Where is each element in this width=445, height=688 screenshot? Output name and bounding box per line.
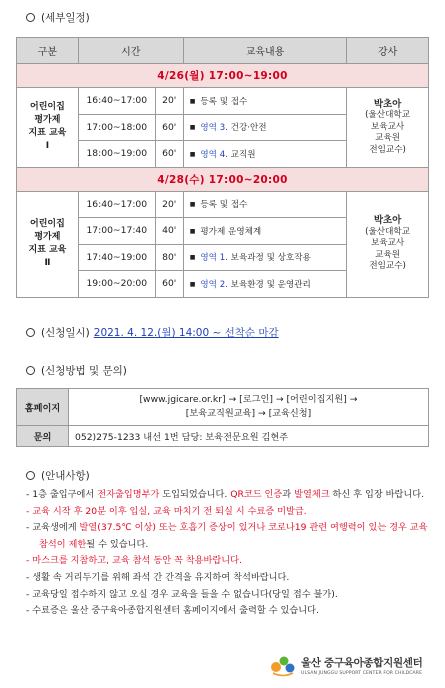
- circle-bullet-icon: [26, 366, 35, 375]
- content-cell: [183, 88, 347, 115]
- notes-heading: (안내사항): [26, 468, 90, 483]
- square-bullet-icon: ■: [189, 201, 196, 209]
- note-text: - 수료증은 울산 중구육아종합지원센터 홈페이지에서 출력할 수 있습니다.: [26, 605, 319, 617]
- content-text: 교직원: [227, 149, 256, 160]
- session-date-row: [17, 167, 429, 191]
- col-header-instructor: 강사: [347, 38, 429, 64]
- note-text: - 마스크를 지참하고, 교육 참석 동안 꼭 착용바랍니다.: [26, 555, 242, 567]
- domain-label: 영역 4.: [200, 149, 228, 160]
- instructor-affiliation-line: 전임교수): [369, 261, 406, 272]
- note-text: - 교육 시작 후 20분 이후 입실, 교육 마치기 전 퇴실 시 수료증 미발급.: [26, 505, 307, 517]
- instructor-affiliation-line: (울산대학교: [365, 226, 411, 237]
- instructor-affiliation-line: 전임교수): [369, 144, 406, 155]
- duration-cell: 40': [155, 218, 183, 245]
- note-text: - 교육생에게: [26, 522, 80, 534]
- time-cell: 16:40~17:00: [78, 191, 155, 218]
- content-text: 평가제 운영체계: [200, 226, 262, 237]
- circle-bullet-icon: [26, 471, 35, 480]
- note-text: 과: [282, 489, 295, 500]
- subject-line: 평가제: [34, 115, 61, 126]
- time-cell: 18:00~19:00: [78, 141, 155, 168]
- square-bullet-icon: ■: [189, 254, 196, 262]
- note-item: [26, 487, 432, 504]
- inquiry-row: [17, 426, 429, 447]
- session-date: 4/26(월) 17:00~19:00: [17, 64, 429, 88]
- org-name-kr: 울산 중구육아종합지원센터: [301, 656, 423, 669]
- session-subject: [17, 88, 79, 168]
- col-header-time: 시간: [78, 38, 183, 64]
- content-cell: [183, 191, 347, 218]
- schedule-row: [17, 88, 429, 115]
- col-header-category: 구분: [17, 38, 79, 64]
- subject-line: 어린이집: [30, 219, 65, 229]
- apply-section: [26, 325, 279, 340]
- method-table: [16, 388, 429, 447]
- content-text: 등록 및 접수: [200, 96, 248, 107]
- square-bullet-icon: ■: [189, 280, 196, 288]
- instructor-name: 박초아: [373, 215, 402, 227]
- inquiry-label: 문의: [17, 426, 69, 447]
- session-date: 4/28(수) 17:00~20:00: [17, 167, 429, 191]
- content-text: 등록 및 접수: [200, 200, 248, 211]
- subject-line: 지표 교육: [28, 245, 67, 255]
- instructor-affiliation-line: 교육원: [375, 249, 401, 260]
- note-text: - 생활 속 거리두기를 위해 좌석 간 간격을 유지하여 착석바랍니다.: [26, 571, 290, 583]
- note-text: 될 수 있습니다.: [86, 538, 149, 550]
- homepage-row: [17, 389, 429, 426]
- note-text: 발열(37.5℃ 이상) 또는 호흡기 증상이 있거나 코로나19 관련 여행력이 있는 경우 교육 참석이 제한: [39, 522, 428, 550]
- instructor-cell: [347, 88, 429, 168]
- schedule-header-row: [17, 38, 429, 64]
- note-item: [26, 570, 432, 587]
- note-text: 전자출입명부가: [97, 489, 160, 500]
- time-cell: 17:00~17:40: [78, 218, 155, 245]
- col-header-content: 교육내용: [183, 38, 347, 64]
- domain-label: 영역 3.: [200, 123, 228, 134]
- note-text: - 1층 출입구에서: [26, 489, 98, 500]
- duration-cell: 20': [155, 88, 183, 115]
- method-heading: (신청방법 및 문의): [26, 363, 127, 378]
- instructor-affiliation-line: 보육교사: [370, 238, 405, 249]
- notes-list: [26, 487, 432, 620]
- time-cell: 17:00~18:00: [78, 114, 155, 141]
- circle-bullet-icon: [26, 13, 35, 22]
- content-cell: [183, 271, 347, 298]
- note-text: 발열체크: [294, 489, 330, 500]
- square-bullet-icon: ■: [189, 227, 196, 235]
- note-item: [26, 504, 432, 521]
- session-date-row: [17, 64, 429, 88]
- childcare-center-logo-icon: [270, 653, 296, 677]
- time-cell: 17:40~19:00: [78, 244, 155, 271]
- note-item: [26, 603, 432, 620]
- schedule-heading: (세부일정): [26, 10, 90, 25]
- inquiry-value: 052)275-1233 내선 1번 담당: 보육전문요원 김현주: [69, 426, 429, 447]
- content-cell: [183, 244, 347, 271]
- footer-logo: [270, 653, 422, 677]
- circle-bullet-icon: [26, 328, 35, 337]
- note-item: [26, 587, 432, 604]
- duration-cell: 60': [155, 114, 183, 141]
- note-text: 도입되었습니다.: [159, 489, 231, 500]
- instructor-affiliation-line: (울산대학교: [365, 110, 411, 120]
- square-bullet-icon: ■: [189, 97, 196, 105]
- schedule-table: [16, 37, 429, 298]
- content-cell: [183, 141, 347, 168]
- homepage-label: 홈페이지: [17, 389, 69, 426]
- duration-cell: 80': [155, 244, 183, 271]
- note-item: [26, 553, 432, 570]
- homepage-path-line2: [보육교직원교육] → [교육신청]: [185, 408, 312, 419]
- note-text: - 교육당일 접수하지 않고 오실 경우 교육을 들을 수 없습니다(당일 접수 불가).: [26, 588, 338, 600]
- time-cell: 19:00~20:00: [78, 271, 155, 298]
- note-item: [26, 520, 432, 553]
- instructor-affiliation-line: 보육교사: [370, 121, 405, 132]
- content-text: 보육환경 및 운영관리: [227, 279, 311, 290]
- subject-line: 지표 교육: [28, 128, 67, 139]
- instructor-affiliation-line: 교육원: [375, 133, 401, 143]
- apply-label: (신청일시): [41, 327, 90, 339]
- schedule-row: [17, 191, 429, 218]
- homepage-path-line1: [www.jgicare.or.kr] → [로그인] → [어린이집지원] →: [139, 394, 358, 405]
- note-text: 하신 후 입장 바랍니다.: [329, 489, 425, 500]
- org-name-en: ULSAN JUNGGU SUPPORT CENTER FOR CHILDCARE: [301, 670, 423, 676]
- subject-line: Ⅰ: [45, 141, 50, 152]
- domain-label: 영역 2.: [200, 279, 228, 290]
- subject-line: 평가제: [34, 232, 61, 242]
- apply-date-value: 2021. 4. 12.(월) 14:00 ~ 선착순 마감: [93, 327, 279, 339]
- content-cell: [183, 114, 347, 141]
- duration-cell: 60': [155, 141, 183, 168]
- instructor-name: 박초아: [373, 98, 402, 110]
- square-bullet-icon: ■: [189, 124, 196, 132]
- subject-line: 어린이집: [30, 102, 65, 113]
- content-cell: [183, 218, 347, 245]
- square-bullet-icon: ■: [189, 150, 196, 158]
- time-cell: 16:40~17:00: [78, 88, 155, 115]
- subject-line: Ⅱ: [44, 258, 51, 268]
- duration-cell: 60': [155, 271, 183, 298]
- content-text: 보육과정 및 상호작용: [227, 253, 311, 264]
- duration-cell: 20': [155, 191, 183, 218]
- session-subject: [17, 191, 79, 297]
- content-text: 건강·안전: [227, 123, 267, 134]
- homepage-path[interactable]: [69, 389, 429, 426]
- instructor-cell: [347, 191, 429, 297]
- domain-label: 영역 1.: [200, 253, 228, 264]
- note-text: QR코드 인증: [230, 489, 283, 500]
